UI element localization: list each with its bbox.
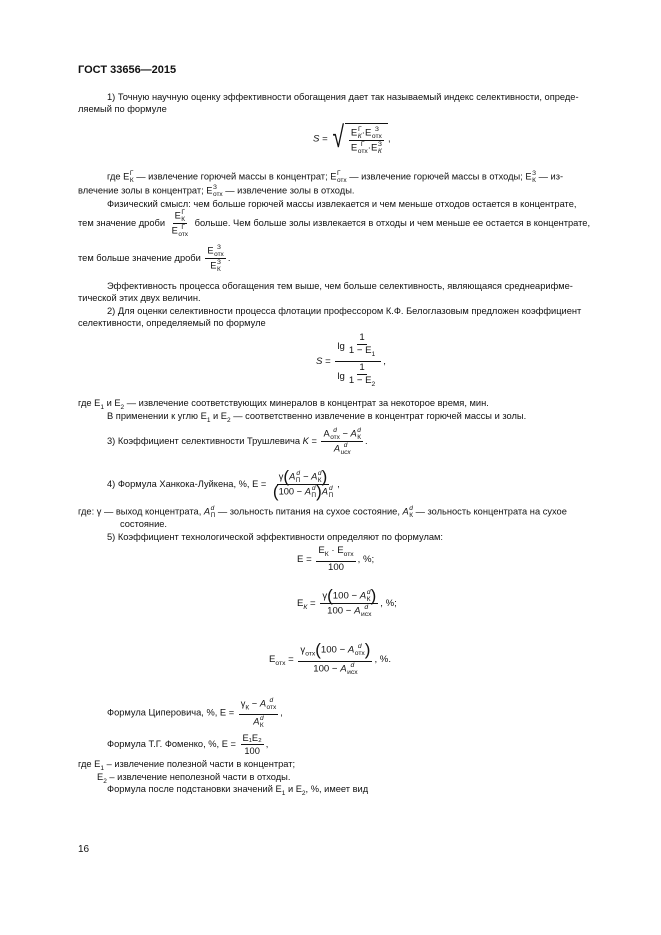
paragraph-2-line-1: 2) Для оценки селективности процесса флотации профессором К.Ф. Белоглазовым предложен коэффициент: [107, 306, 582, 316]
formula-selectivity-index: S = √ Е Г К ·Е З отх Е Г отх ·Е З К ,: [313, 121, 391, 155]
coal-application-line: В применении к углю $Е_1$ и $Е_2$ — соответственно извлечение в концентрат горючей массы и золы.: [107, 411, 527, 424]
formula-efficiency-e: Е = $\frac{Е_К \cdot Е_{отх}}{100}$ , %;: [297, 545, 375, 573]
physical-meaning-line-3: тем больше значение дроби Е З отх Е З К .: [78, 244, 231, 273]
paragraph-1-line-2: ляемый по формуле: [78, 104, 167, 114]
efficiency-line-2: тической этих двух величин.: [78, 293, 201, 303]
formula-efficiency-ek: $Е_К$ = γ(100 − A d К ) 100 − A d исх , %;: [297, 586, 397, 618]
physical-meaning-line-1: Физический смысл: чем больше горючей массы извлекается и чем меньше отходов остается в концентрате,: [107, 199, 577, 209]
definition-line-4: где: γ — выход концентрата, A d П — зольность питания на сухое состояние, A d К — зольность концентрата на сухое: [78, 505, 567, 519]
definition-line-5: состояние.: [120, 519, 168, 529]
definition-line-2: влечение золы в концентрат; Е З отх — извлечение золы в отходы.: [78, 184, 355, 198]
paragraph-1-line-1: 1) Точную научную оценку эффективности обогащения дает так называемый индекс селективности, опреде-: [107, 92, 579, 102]
trushlevich-line: 3) Коэффициент селективности Трушлевича K = A d отх − A d К A d исх .: [107, 427, 368, 456]
page-number: 16: [78, 844, 90, 855]
formula-efficiency-eotx: $Е_{отх}$ = $\gamma_{отх}(100 - A$ d отх ) 100 − A d исх , %.: [269, 640, 391, 676]
tsiperovich-line: Формула Циперовича, %, Е = $\gamma_К - A$ d отх A d К ,: [107, 697, 283, 730]
definition-line-6: где $Е_1$ – извлечение полезной части в концентрат;: [78, 759, 296, 772]
paragraph-2-line-2: селективности, определяемый по формуле: [78, 318, 266, 328]
paragraph-5-line: 5) Коэффициент технологической эффективности определяют по формулам:: [107, 532, 444, 542]
physical-meaning-line-2: тем значение дроби Е Г К Е Г отх больше. Чем больше золы извлекается в отходы и чем меньше ее остается в концентрате,: [78, 209, 591, 238]
definition-line-3: где $Е_1$ и $Е_2$ — извлечение соответствующих минералов в концентрат за некоторое время, мин.: [78, 398, 489, 411]
definition-line-1: где Е Г К — извлечение горючей массы в концентрат; Е Г отх — извлечение горючей массы в отходы; Е З К — из-: [107, 170, 564, 184]
fomenko-line: Формула Т.Г. Фоменко, %, Е = $\frac{\text{Е₁Е₂}}{100}$ ,: [107, 733, 269, 756]
efficiency-line-1: Эффективность процесса обогащения тем выше, чем больше селективность, являющаяся среднеарифме-: [107, 281, 573, 291]
final-line: Формула после подстановки значений $Е_1$ и $Е_2$, %, имеет вид: [107, 784, 369, 797]
hancock-luiken-line: 4) Формула Ханкока-Луйкена, %, Е = γ(A d П − A d К ) (100 − A d П )A d П ,: [107, 467, 340, 501]
definition-line-7: $Е_2$ – извлечение неполезной части в отходы.: [97, 772, 291, 785]
page-header: ГОСТ 33656—2015: [78, 64, 177, 76]
formula-beloglazov: S = lg $\frac{1}{1 - Е_1}$ lg $\frac{1}{1 - Е_2}$ ,: [316, 332, 386, 388]
